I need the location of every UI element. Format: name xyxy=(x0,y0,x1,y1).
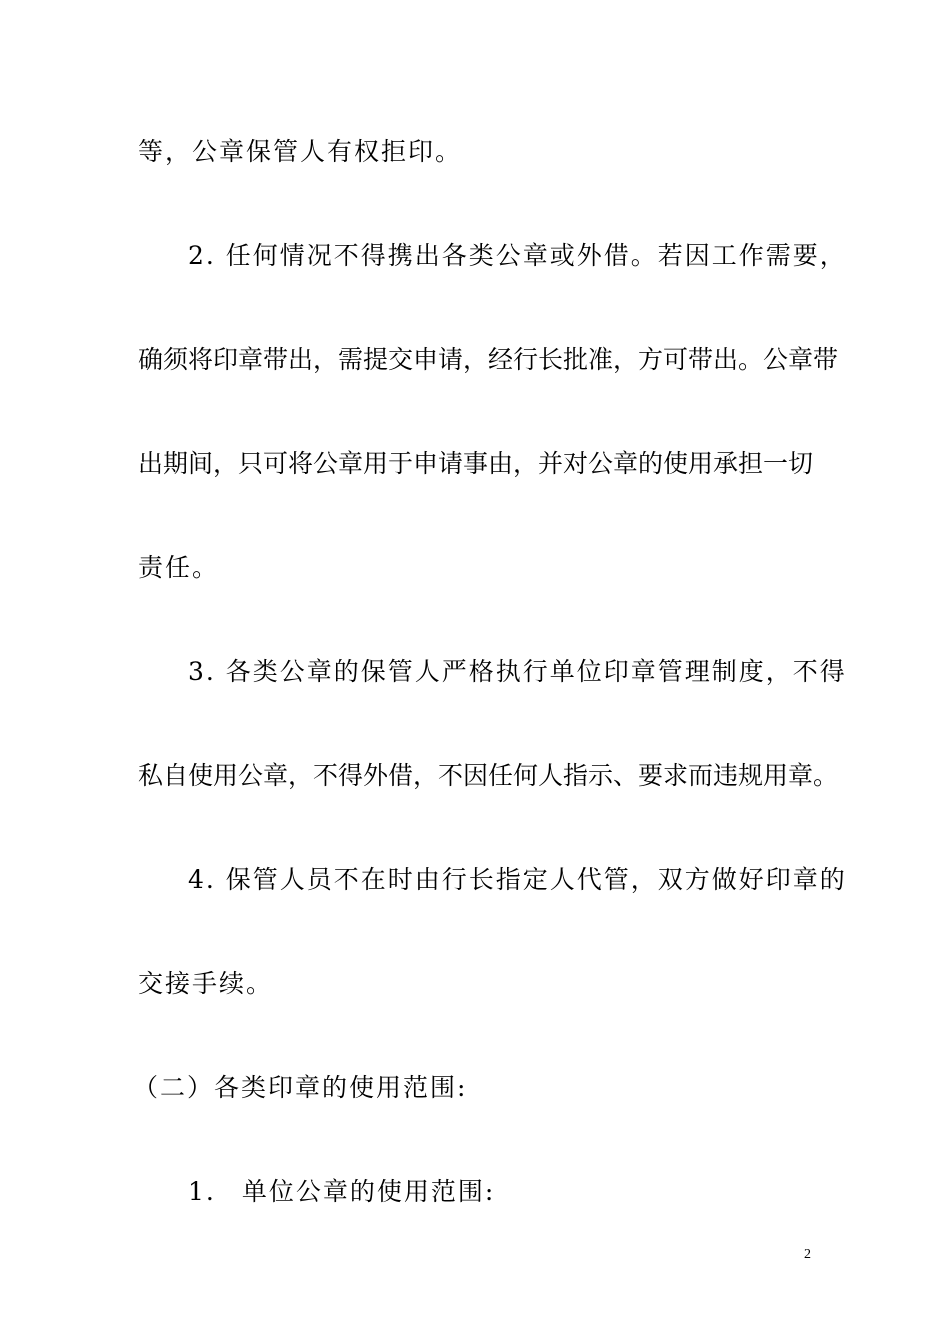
paragraph-line: 确须将印章带出，需提交申请，经行长批准，方可带出。公章带 xyxy=(138,345,839,374)
page-number: 2 xyxy=(804,1247,811,1262)
paragraph-line: 2. 任何情况不得携出各类公章或外借。若因工作需要， xyxy=(188,241,847,270)
section-heading: （二）各类印章的使用范围: xyxy=(133,1073,468,1102)
list-item-text: 单位公章的使用范围: xyxy=(241,1177,496,1206)
paragraph-line: 3. 各类公章的保管人严格执行单位印章管理制度，不得 xyxy=(188,657,847,686)
paragraph-line: 出期间，只可将公章用于申请事由，并对公章的使用承担一切 xyxy=(138,449,814,478)
paragraph-line: 交接手续。 xyxy=(138,969,274,998)
paragraph-line: 4. 保管人员不在时由行长指定人代管，双方做好印章的 xyxy=(188,865,847,894)
list-item xyxy=(188,1172,495,1212)
list-item-number: 1. xyxy=(188,1177,216,1206)
paragraph-line: 责任。 xyxy=(138,553,220,582)
paragraph-line: 等，公章保管人有权拒印。 xyxy=(138,137,463,166)
paragraph-line: 私自使用公章，不得外借，不因任何人指示、要求而违规用章。 xyxy=(138,761,839,790)
